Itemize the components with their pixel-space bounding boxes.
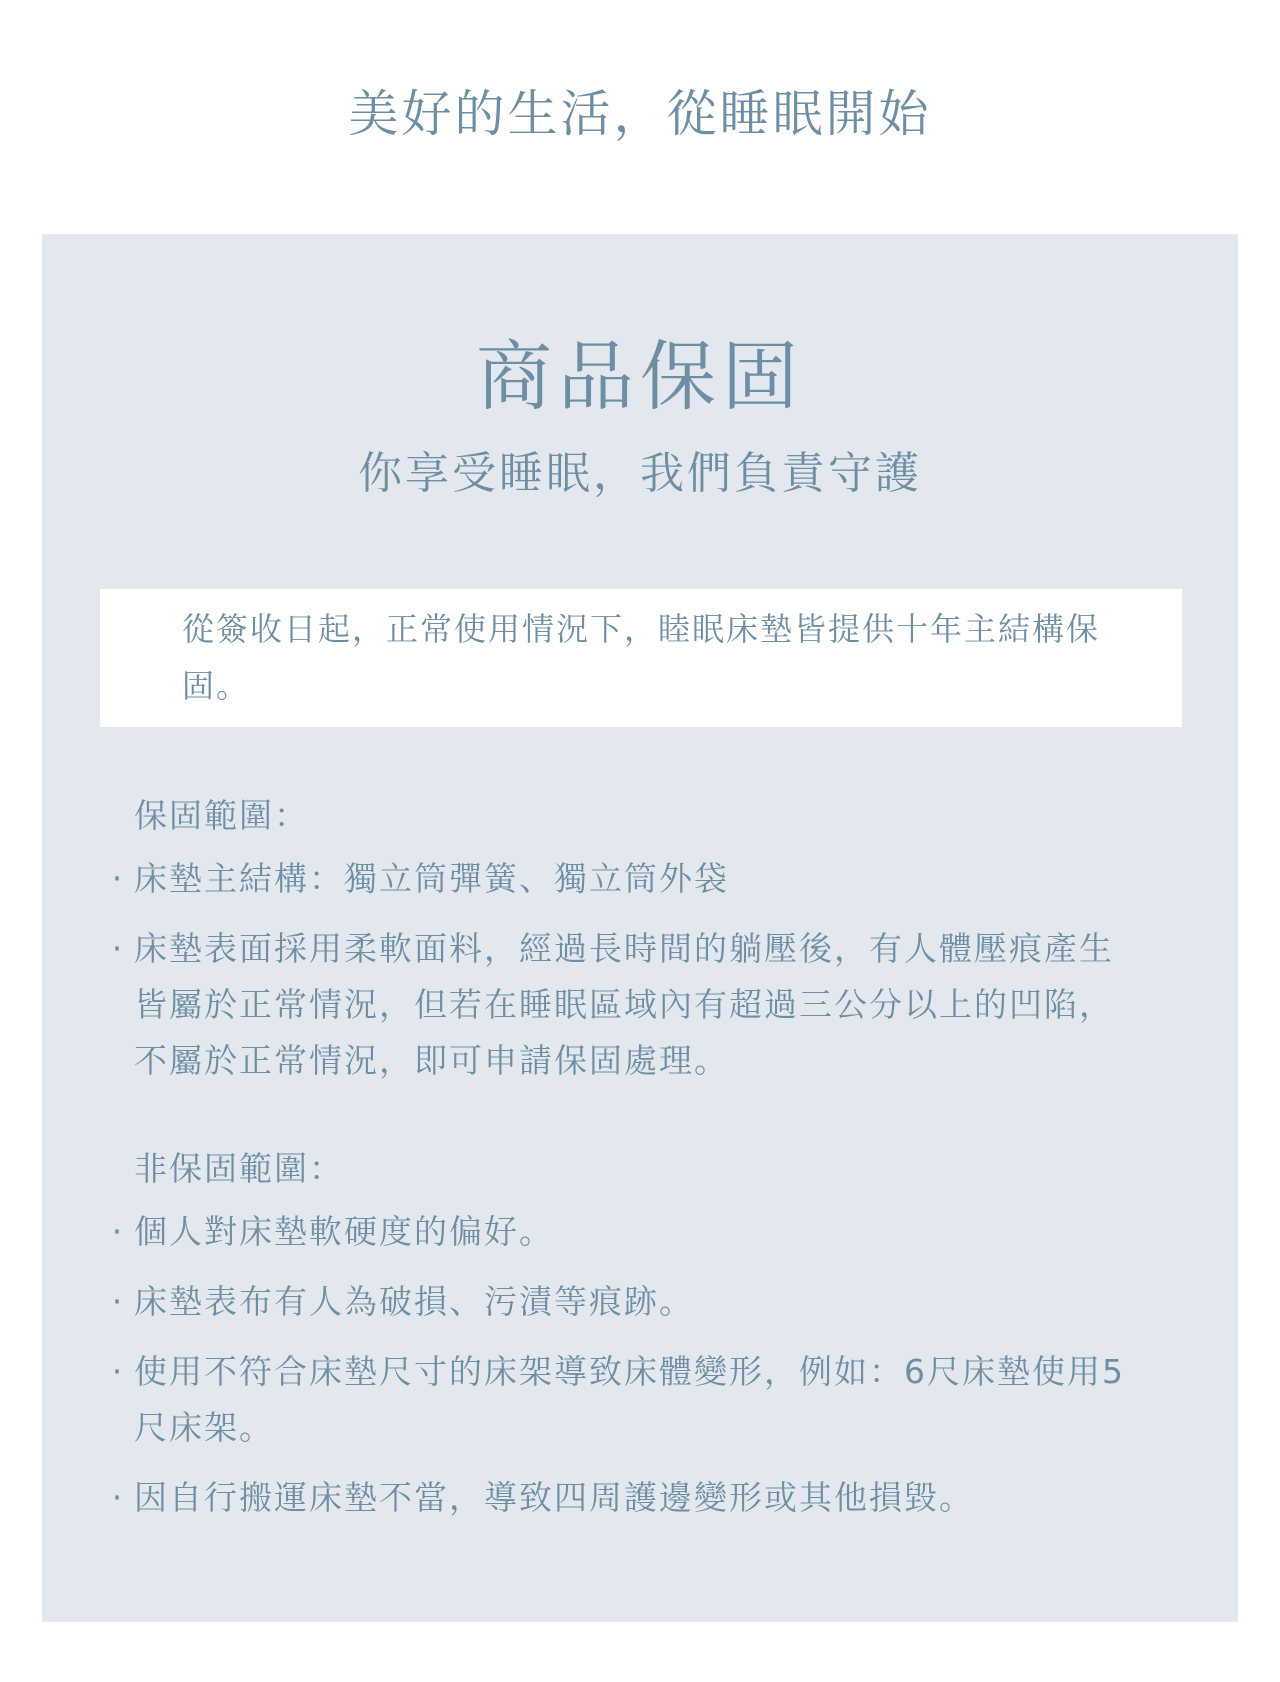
not-covered-section-title: 非保固範圍： — [134, 1149, 344, 1188]
bullet-dot-icon: · — [111, 1352, 125, 1391]
bullet-dot-icon: · — [111, 1212, 125, 1251]
not-covered-item-text: 使用不符合床墊尺寸的床架導致床體變形，例如：6尺床墊使用5尺床架。 — [134, 1352, 1125, 1447]
covered-list — [100, 851, 1160, 1089]
list-item — [100, 1274, 1160, 1330]
covered-section-title: 保固範圍： — [134, 796, 309, 835]
warranty-notice-box — [100, 589, 1182, 727]
warranty-title: 商品保固 — [476, 332, 804, 421]
warranty-notice-text: 從簽收日起，正常使用情況下，睦眠床墊皆提供十年主結構保固。 — [182, 610, 1101, 705]
not-covered-list — [100, 1204, 1160, 1526]
bullet-dot-icon: · — [111, 1282, 125, 1321]
not-covered-item-text: 床墊表布有人為破損、污漬等痕跡。 — [134, 1282, 694, 1321]
bullet-dot-icon: · — [111, 859, 125, 898]
list-item — [100, 1344, 1160, 1456]
list-item — [100, 921, 1160, 1089]
covered-item-text: 床墊主結構：獨立筒彈簧、獨立筒外袋 — [134, 859, 729, 898]
page-slogan: 美好的生活，從睡眠開始 — [348, 85, 932, 143]
warranty-subtitle: 你享受睡眠，我們負責守護 — [358, 448, 922, 499]
bullet-dot-icon: · — [111, 929, 125, 968]
warranty-panel — [42, 234, 1238, 1622]
not-covered-item-text: 個人對床墊軟硬度的偏好。 — [134, 1212, 554, 1251]
list-item — [100, 1204, 1160, 1260]
list-item — [100, 1470, 1160, 1526]
list-item — [100, 851, 1160, 907]
not-covered-item-text: 因自行搬運床墊不當，導致四周護邊變形或其他損毀。 — [134, 1478, 974, 1517]
bullet-dot-icon: · — [111, 1478, 125, 1517]
covered-item-text: 床墊表面採用柔軟面料，經過長時間的躺壓後，有人體壓痕產生皆屬於正常情況，但若在睡眠區域內有超過三公分以上的凹陷，不屬於正常情況，即可申請保固處理。 — [134, 929, 1114, 1080]
